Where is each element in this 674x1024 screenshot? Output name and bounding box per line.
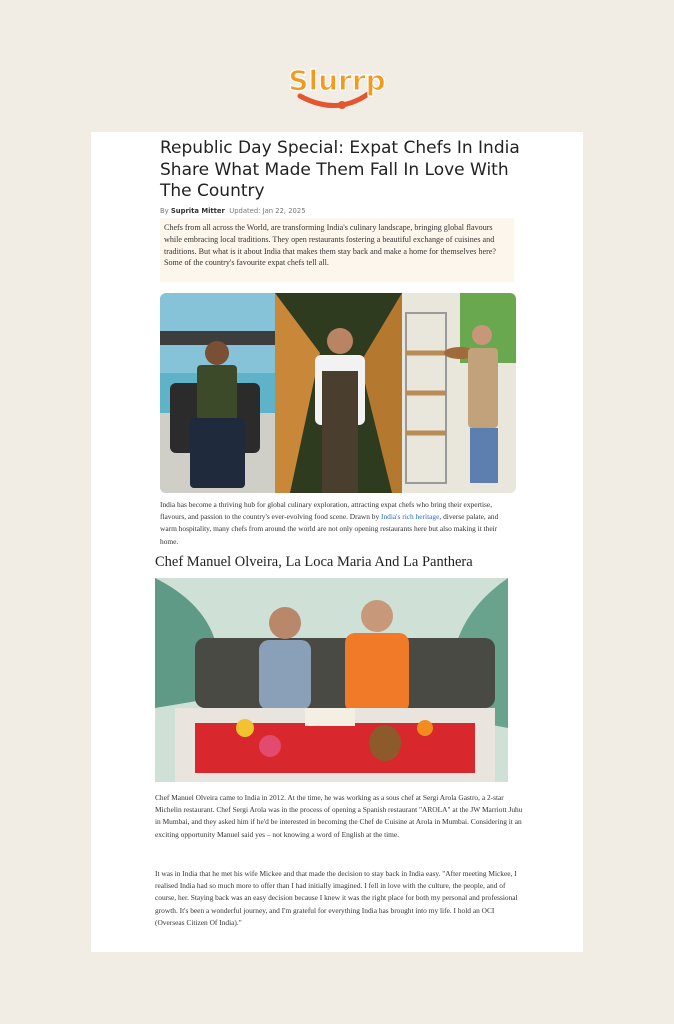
chef-photo-apron <box>275 293 402 493</box>
chef-photo-bakery <box>402 293 516 493</box>
india-heritage-link[interactable]: India's rich heritage <box>381 512 440 522</box>
body-paragraph-2: It was in India that he met his wife Mickee and that made the decision to stay back in India easy. "After meeting Mickee, I realised India had so much more to offer than I had initially imagined. I fell in love with the culture, the people, and of course, her. Staying back was an easy decision because I knew it was the right place for both my personal and professional growth. It's been a wonderful journey, and I'm grateful for everything India has brought into my life. I hold an OCI (Overseas Citizen Of India)." <box>155 869 518 927</box>
byline <box>160 207 306 215</box>
intro-paragraph <box>160 499 516 548</box>
article-card <box>91 132 583 952</box>
body-paragraph-1: Chef Manuel Olveira came to India in 2012. At the time, he was working as a sous chef at Sergi Arola Gastro, a 2-star Michelin restaurant. Chef Sergi Arola was in the process of opening a Spanish restaurant "AROLA" at the JW Marriott Juhu in Mumbai, and they asked him if he'd be interested in becoming the Chef de Cuisine at Arola in Mumbai. Considering it an exciting opportunity Manuel said yes – not knowing a word of English at the time. <box>155 793 523 839</box>
slurrp-logo[interactable] <box>0 58 674 117</box>
slurrp-logo-mark <box>282 58 392 112</box>
article-title: Republic Day Special: Expat Chefs In India Share What Made Them Fall In Love With The Country <box>160 138 520 201</box>
hero-image-collage <box>160 293 516 493</box>
section-heading: Chef Manuel Olveira, La Loca Maria And La Panthera <box>155 554 473 570</box>
byline-prefix: By <box>160 207 169 215</box>
author-link[interactable]: Suprita Mitter <box>170 207 225 215</box>
chef-photo-beach <box>160 293 275 493</box>
updated-date: Updated: Jan 22, 2025 <box>229 207 306 215</box>
chef-couple-photo <box>155 578 508 782</box>
slurrp-wordmark: Slurrp <box>288 64 386 97</box>
article-summary: Chefs from all across the World, are transforming India's culinary landscape, bringing global flavours while embracing local traditions. They open restaurants fostering a beautiful exchange of cuisines and traditions. But what is it about India that makes them stay back and make a home for themselves here? Some of the country's favourite expat chefs tell all. <box>160 218 514 282</box>
intro-text-end: , diverse palate, and warm hospitality, many chefs from around the world are not only opening restaurants here but also making it their home. <box>160 512 499 546</box>
intro-text-start: India has become a thriving hub for global culinary exploration, attracting expat chefs who bring their expertise, flavours, and passion to the country's ever-evolving food scene. Drawn by <box>160 500 493 522</box>
